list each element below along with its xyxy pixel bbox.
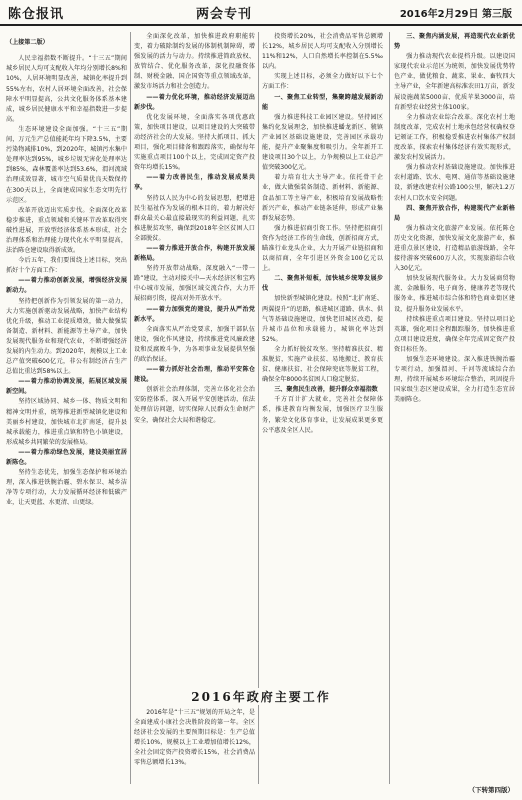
paragraph: 全面深化改革，加快推进政府职能转变，着力破除制约发展的体制机制障碍，增强发展的活力与动力。持续推进简政放权、放管结合、优化服务改革，深化投融资体制、财税金融、国企国资等重点领域改革，激发市场活力和社会创造力。: [134, 33, 255, 91]
paragraph: 全面落实从严治党要求，加强干部队伍建设，强化作风建设，持续推进党风廉政建设和反腐败斗争，为各项事业发展提供坚强的政治保证。: [134, 325, 255, 363]
continued-on-next-page: （下转第四版）: [468, 786, 514, 794]
article-column-4: [394, 32, 515, 784]
section-heading: 四、聚焦开放合作，构建现代产业新格局: [394, 204, 515, 222]
section-heading: ——着力改善民生，推动发展成果共享。: [134, 174, 255, 192]
paragraph: 坚持把创新作为引领发展的第一动力，大力实施创新驱动发展战略，加快产业结构优化升级，推动工业提质增效，做大做强装备制造、新材料、新能源等主导产业，加快发展现代服务业和现代农业，不断增强经济发展的内生动力。到2020年，规模以上工业总产值突破600亿元，非公有制经济占生产总值比重达到58%以上。: [6, 297, 127, 376]
paragraph: 坚持生态优先，加强生态保护和环境治理，深入推进铁腕治霾、碧水保卫、城乡洁净等专项行动，大力发展循环经济和低碳产业，让天更蓝、水更清、山更绿。: [6, 469, 127, 507]
section-heading: ——着力抓好社会治理，推动平安陈仓建设。: [134, 366, 255, 384]
date-and-page: 2016年2月29日 第三版: [399, 9, 512, 20]
paragraph: 今后五年，我们要围绕上述目标，突出抓好十个方面工作：: [6, 257, 127, 275]
paragraph: 强力推动文化旅游产业发展。依托陈仓历史文化资源，加快发展文化旅游产业，推进重点景区建设，打造精品旅游线路，全年接待游客突破600万人次，实现旅游综合收入30亿元。: [394, 224, 515, 273]
section-heading: ——着力加强党的建设，提升从严治党新水平。: [134, 305, 255, 323]
section-heading: 三、聚焦民生改善，提升群众幸福指数: [274, 386, 378, 394]
paragraph: 强力推进科技工业园区建设。坚持园区集约化发展理念，加快推进蟠龙新区、虢镇产业园区基础设施建设，完善园区承载功能，提升产业聚集度和吸引力。全年新开工建设项目30个以上，力争规模以上工业总产值突破300亿元。: [262, 113, 383, 172]
subheadline-2016-government-work: 2016年政府主要工作: [134, 688, 388, 705]
paragraph: 全力抓好脱贫攻坚。坚持精准扶贫、精准脱贫，实施产业扶贫、易地搬迁、教育扶贫、健康扶贫、社会保障兜底等脱贫工程，确保全年8000名贫困人口稳定脱贫。: [262, 345, 383, 384]
paragraph: 着力培育壮大主导产业。依托骨干企业，做大做强装备制造、新材料、新能源、食品加工等主导产业，积极培育发展战略性新兴产业，推动产业链条延伸，形成产业集群发展态势。: [262, 174, 383, 222]
paragraph: 实现上述目标，必须全力做好以下七个方面工作：: [262, 73, 383, 91]
article-column-1: [6, 32, 127, 784]
paragraph: 投资增长20%，社会消费品零售总额增长12%，城乡居民人均可支配收入分别增长11%和12%，人口自然增长率控制在5.5‰以内。: [262, 33, 383, 71]
paragraph: 强力推进招商引资工作。坚持把招商引资作为经济工作的生命线，创新招商方式，瞄准行业龙头企业，大力开展产业链招商和以商招商，全年引进区外资金100亿元以上。: [262, 224, 383, 273]
column-divider: [258, 32, 259, 784]
paragraph: 千方百计扩大就业，完善社会保障体系，推进教育均衡发展，加强医疗卫生服务，繁荣文化体育事业，让发展成果更多更公平惠及全区人民。: [262, 396, 383, 434]
paragraph: 强力推动现代农业提档升级。以建设国家现代农业示范区为统领，加快发展优势特色产业，做优粮食、蔬菜、果业、畜牧四大主导产业，全年新建高标准农田1万亩，新发展设施蔬菜5000亩、优质苹果3000亩，培育新型农业经营主体100家。: [394, 53, 515, 111]
paragraph: 坚持区域协同、城乡一体、物质文明和精神文明并重，统筹推进新型城镇化建设和美丽乡村建设，加快城市北扩南延，提升县城承载能力，推进重点镇和特色小镇建设，形成城乡共同繁荣的发展格局。: [6, 398, 127, 446]
section-heading: ——着力推动绿色发展，建设美丽宜居新陈仓。: [6, 448, 127, 467]
paragraph: 全力推动农业综合改革。深化农村土地制度改革，完成农村土地承包经营权确权登记颁证工作，积极稳妥推进农村集体产权制度改革，探索农村集体经济有效实现形式，激发农村发展活力。: [394, 113, 515, 162]
section-heading: ——着力推动创新发展，增强经济发展新动力。: [6, 277, 127, 295]
page-header: [0, 0, 522, 26]
article-column-3: [262, 32, 383, 784]
paragraph: 加强生态环境建设。深入推进铁腕治霾专项行动，加强渭河、千河等流域综合治理，持续开展城乡环境综合整治，巩固提升国家级生态区建设成果，全力打造生态宜居美丽陈仓。: [394, 356, 515, 404]
section-heading: 一、聚焦工业转型，集聚跨越发展新动能: [262, 93, 383, 111]
column-divider: [130, 32, 131, 784]
paragraph: 坚持开放带动战略，深度融入“一带一路”建设，主动对接关中—天水经济区和宝鸡中心城市发展，加强区域交流合作，大力开展招商引资，提高对外开放水平。: [134, 265, 255, 303]
section-title: 两会专刊: [196, 7, 253, 22]
section-heading: 三、聚焦内涵发展，再造现代农业新优势: [394, 33, 515, 51]
paragraph: 改革开放迈出实质步伐。全面深化改革稳步推进，重点领域和关键环节改革取得突破性进展，开放型经济体系基本形成，社会治理体系和治理能力现代化水平明显提高，法治陈仓建设取得新成效。: [6, 206, 127, 255]
paragraph: 坚持以人民为中心的发展思想，把增进民生福祉作为发展的根本目的，着力解决好群众最关心最直接最现实的利益问题，扎实推进脱贫攻坚，确保到2018年全区贫困人口全部脱贫。: [134, 194, 255, 242]
paragraph: 人民幸福指数不断提升。“十三五”期间城乡居民人均可支配收入年均分别增长8%和10%，人居环境明显改善，城镇化率提升到55%左右，农村人居环境全面改善，社会保障水平明显提高，公共文化服务体系基本建成，城乡居民健康水平和幸福指数进一步提高。: [6, 55, 127, 123]
article-column-2: [134, 32, 255, 682]
paragraph: 持续推进重点项目建设。坚持以项目论英雄，强化项目全程跟踪服务，加快推进重点项目建设进度，确保全年完成固定资产投资目标任务。: [394, 315, 515, 353]
paragraph: 2016年是“十三五”规划的开局之年，是全面建成小康社会决胜阶段的第一年。全区经济社会发展的主要预期目标是：生产总值增长10%，规模以上工业增加值增长12%，全社会固定资产投资增长15%，社会消费品零售总额增长13%。: [134, 709, 255, 767]
article-column-2-bottom: [134, 708, 255, 784]
paragraph: 强力推动农村基础设施建设。加快推进农村道路、饮水、电网、通信等基础设施建设，新建改建农村公路100公里，解决1.2万农村人口饮水安全问题。: [394, 164, 515, 202]
section-heading: ——着力推动协调发展，拓展区域发展新空间。: [6, 378, 127, 396]
section-heading: 二、聚焦补短板，加快城乡统筹发展步伐: [262, 275, 383, 293]
section-heading: ——着力推进开放合作，构建开放发展新格局。: [134, 244, 255, 263]
paragraph: 加快发展现代服务业。大力发展商贸物流、金融服务、电子商务、健康养老等现代服务业，推进城市综合体和特色商业街区建设，提升服务业发展水平。: [394, 275, 515, 313]
continued-label: （上接第二版）: [6, 39, 49, 47]
section-heading: ——着力优化环境，推动经济发展迈出新步伐。: [134, 93, 255, 111]
paper-name: 陈仓报讯: [8, 7, 65, 22]
paragraph: 加快新型城镇化建设。按照“北扩南延、两翼提升”的思路，推进城区道路、供水、供气等基础设施建设，加快老旧城区改造，提升城市品位和承载能力，城镇化率达到52%。: [262, 295, 383, 343]
paragraph: 创新社会治理体制，完善立体化社会治安防控体系，深入开展平安创建活动，依法处理信访问题，切实保障人民群众生命财产安全，确保社会大局和谐稳定。: [134, 386, 255, 424]
paragraph: 优化发展环境，全面落实各项优惠政策，加快项目建设，以项目建设的大突破带动经济社会的大发展。坚持大抓项目、抓大项目，强化项目储备和跟踪落实，确保每年实施重点项目100个以上，完成固定资产投资年均增长15%。: [134, 113, 255, 172]
paragraph: 生态环境建设全面加强。“十三五”期间，万元生产总值能耗年均下降3.5%，主要污染物减排10%，到2020年，城镇污水集中处理率达到95%，城乡垃圾无害化处理率达到85%，森林覆盖率达到53.6%，渭河流域治理成效显著，城市空气质量优良天数保持在300天以上，全面建成国家生态文明先行示范区。: [6, 125, 127, 204]
column-divider: [389, 32, 390, 784]
